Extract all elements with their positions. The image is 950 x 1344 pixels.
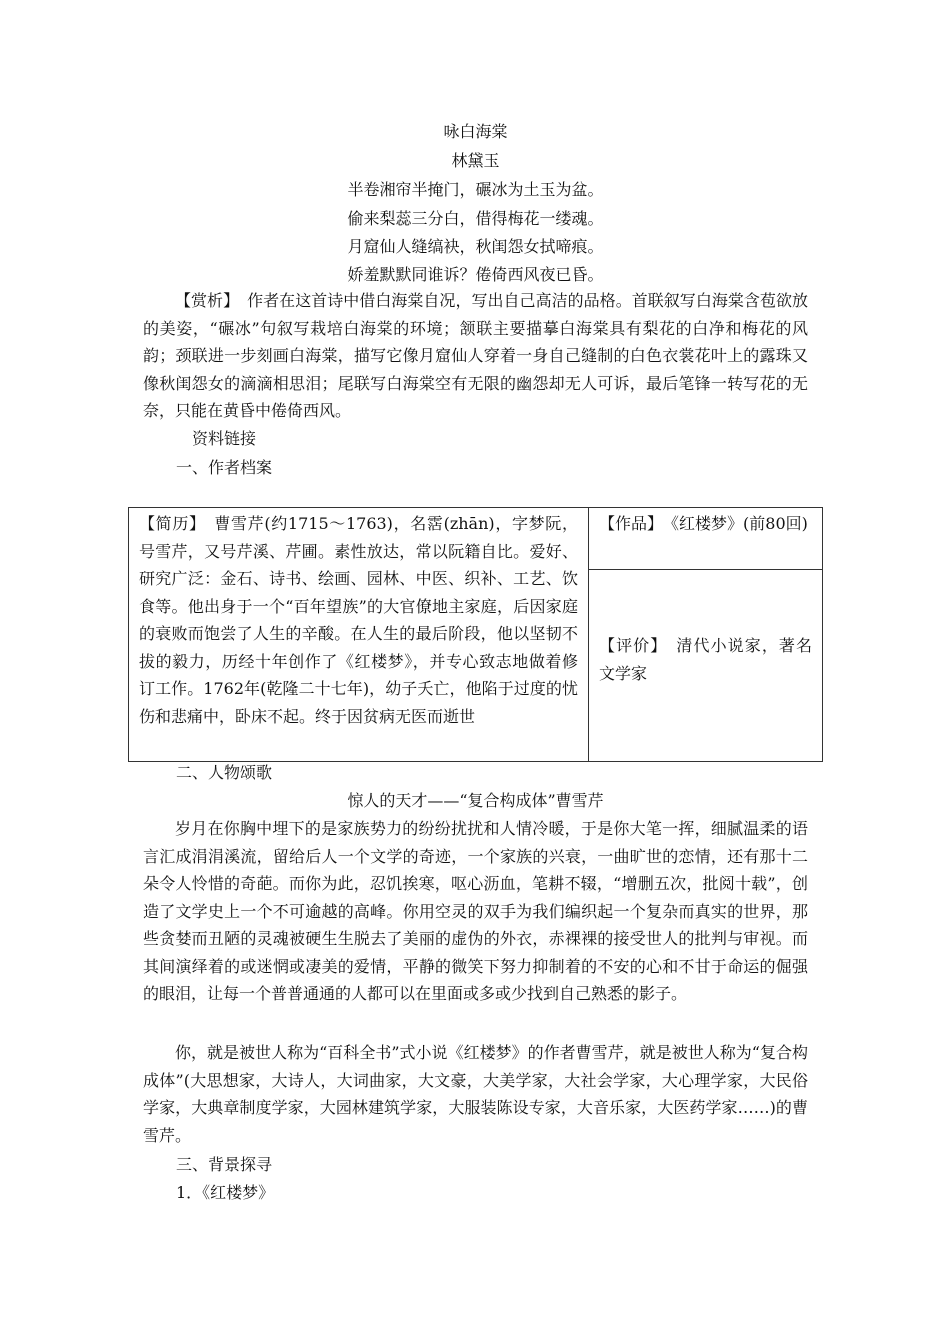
bio-label: 【简历】 [139,514,198,533]
materials-heading: 资料链接 [192,429,257,448]
poem-line: 娇羞默默同谁诉？倦倚西风夜已昏。 [347,265,604,284]
poem-title: 咏白海棠 [443,122,508,141]
poem-line: 半卷湘帘半掩门，碾冰为土玉为盆。 [347,180,604,199]
section-heading-profile: 一、作者档案 [176,458,273,477]
subheading-novel: 1．《红楼梦》 [176,1183,275,1202]
poem-line: 偷来梨蕊三分白，借得梅花一缕魂。 [347,209,604,228]
poem-author: 林黛玉 [451,151,500,170]
ode-paragraph: 岁月在你胸中埋下的是家族势力的纷纷扰扰和人情冷暖，于是你大笔一挥，细腻温柔的语言汇成涓涓溪流，留给后人一个文学的奇迹，一个家族的兴衰，一曲旷世的恋情，还有那十二朵令人怜惜的奇葩。而你为此，忍饥挨寒，呕心沥血，笔耕不辍，“增删五次，批阅十载”，创造了文学史上一个不可逾越的高峰。你用空灵的双手为我们编织起一个复杂而真实的世界，那些贪婪而丑陋的灵魂被硬生生脱去了美丽的虚伪的外衣，赤裸裸的接受世人的批判与审视。而其间演绎着的或迷惘或凄美的爱情，平静的微笑下努力抑制着的不安的心和不甘于命运的倔强的眼泪，让每一个普普通通的人都可以在里面或多或少找到自己熟悉的影子。 [143,819,808,1003]
review-cell [589,630,822,687]
author-profile-table [128,507,823,762]
works-cell [589,508,822,538]
section-heading-ode: 二、人物颂歌 [176,763,273,782]
section-heading-background: 三、背景探寻 [176,1155,273,1174]
ode-title: 惊人的天才——“复合构成体”曹雪芹 [347,791,604,810]
appreciation-paragraph [143,287,808,425]
ode-paragraph: 你，就是被世人称为“百科全书”式小说《红楼梦》的作者曹雪芹，就是被世人称为“复合构成体”(大思想家，大诗人，大词曲家，大文豪，大美学家，大社会学家，大心理学家，大民俗学家，大典章制度学家，大园林建筑学家，大服装陈设专家，大音乐家，大医药学家……)的曹雪芹。 [143,1043,808,1145]
review-label: 【评价】 [599,636,660,655]
works-text: 《红楼梦》(前80回) [655,514,808,533]
poem-line: 月窟仙人缝缟袂，秋闺怨女拭啼痕。 [347,237,604,256]
bio-text: 曹雪芹(约1715～1763)，名霑(zhān)，字梦阮，号雪芹，又号芹溪、芹圃。素性放达，常以阮籍自比。爱好、研究广泛：金石、诗书、绘画、园林、中医、织补、工艺、饮食等。他出身于一个“百年望族”的大官僚地主家庭，后因家庭的衰败而饱尝了人生的辛酸。在人生的最后阶段，他以坚韧不拔的毅力，历经十年创作了《红楼梦》，并专心致志地做着修订工作。1762年(乾隆二十七年)，幼子夭亡，他陷于过度的忧伤和悲痛中，卧床不起。终于因贫病无医而逝世 [139,514,578,726]
bio-cell [129,508,588,730]
review-text: 清代小说家，著名文学家 [599,636,812,683]
appreciation-label: 【赏析】 [175,291,232,310]
table-divider [588,569,822,570]
works-label: 【作品】 [599,514,656,533]
appreciation-text: 作者在这首诗中借白海棠自况，写出自己高洁的品格。首联叙写白海棠含苞欲放的美姿，“碾冰”句叙写栽培白海棠的环境；颔联主要描摹白海棠具有梨花的白净和梅花的风韵；颈联进一步刻画白海棠，描写它像月窟仙人穿着一身自己缝制的白色衣裳花叶上的露珠又像秋闺怨女的滴滴相思泪；尾联写白海棠空有无限的幽怨却无人可诉，最后笔锋一转写花的无奈，只能在黄昏中倦倚西风。 [143,291,808,420]
